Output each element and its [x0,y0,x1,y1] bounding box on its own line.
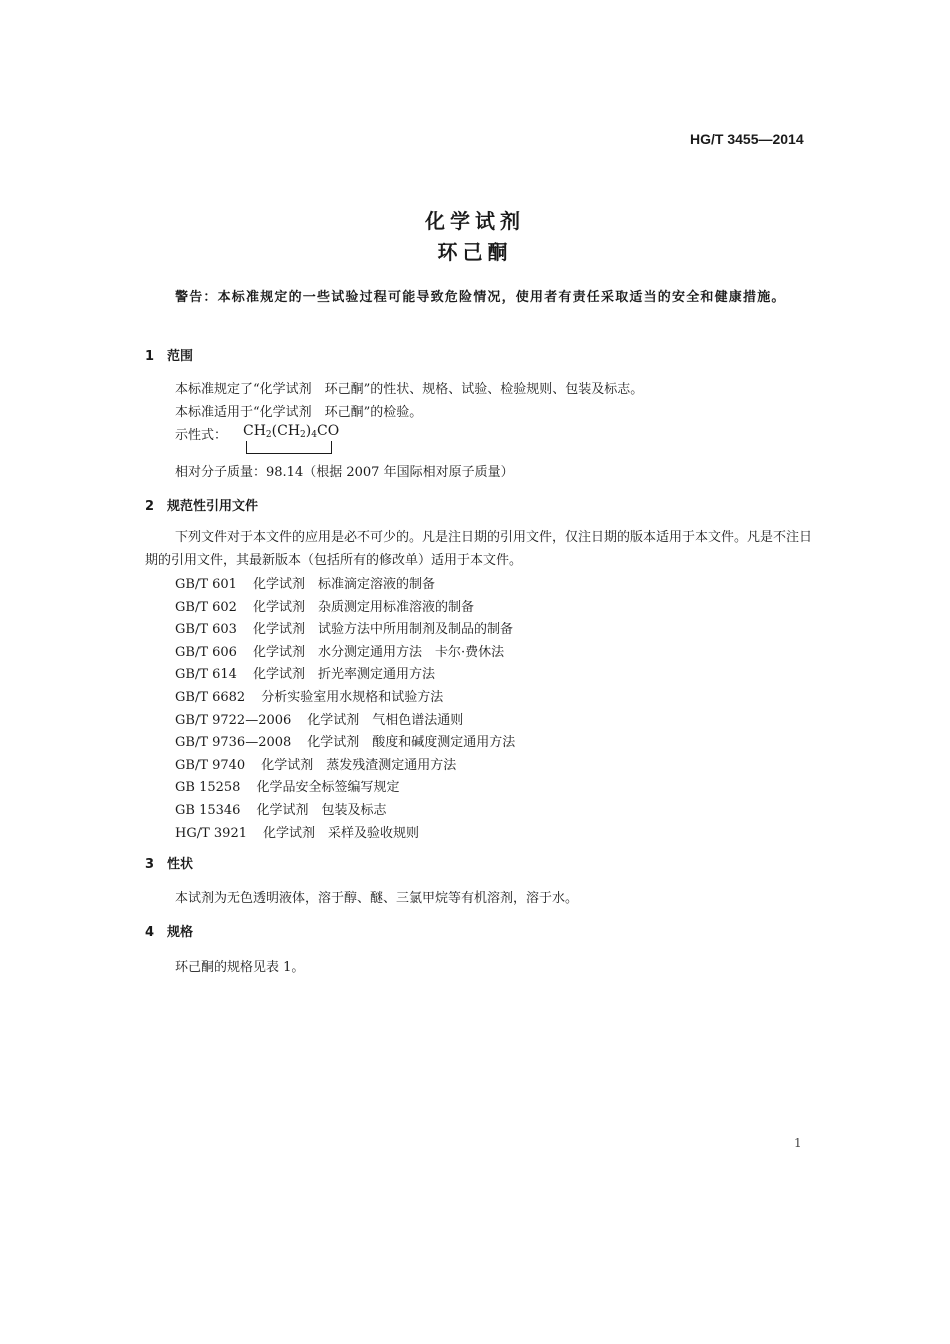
reference-title: 化学试剂 蒸发残渣测定通用方法 [261,757,457,773]
section-2-intro: 下列文件对于本文件的应用是必不可少的。凡是注日期的引用文件，仅注日期的版本适用于本文件。凡是不注日期的引用文件，其最新版本（包括所有的修改单）适用于本文件。 [145,530,813,568]
reference-code: GB/T 9722—2006 [175,712,292,728]
reference-title: 化学试剂 酸度和碱度测定通用方法 [307,735,516,751]
section-1-para-1: 本标准规定了“化学试剂 环己酮”的性状、规格、试验、检验规则、包装及标志。 [175,382,644,397]
warning-notice: 警告：本标准规定的一些试验过程可能导致危险情况，使用者有责任采取适当的安全和健康措施。 [175,290,786,305]
reference-title: 化学试剂 折光率测定通用方法 [252,667,435,683]
reference-title: 化学试剂 杂质测定用标准溶液的制备 [252,599,474,615]
reference-title: 分析实验室用水规格和试验方法 [261,690,444,705]
reference-item [175,776,399,795]
reference-item [175,731,515,750]
ring-bond-bracket [246,441,332,454]
document-title: 化学试剂 [425,209,525,233]
reference-item [175,822,419,841]
structural-formula [243,423,339,440]
reference-code: GB/T 601 [175,577,237,592]
reference-title: 化学试剂 标准滴定溶液的制备 [252,577,435,592]
reference-item [175,618,513,637]
section-number: 3 [145,857,155,872]
formula-subscript: 4 [311,430,317,440]
reference-code: GB 15258 [175,780,241,796]
reference-item [175,596,474,615]
reference-item [175,573,435,592]
reference-code: GB/T 614 [175,667,237,683]
section-title: 规范性引用文件 [167,499,259,514]
formula-part: CH [243,423,266,439]
section-title: 规格 [167,925,194,940]
formula-subscript: 2 [265,430,272,440]
reference-code: GB/T 602 [175,599,237,615]
reference-item [175,663,435,682]
section-2-heading [145,495,258,514]
reference-item [175,641,504,660]
formula-subscript: 2 [300,430,306,440]
formula-label: 示性式： [175,428,228,443]
reference-code: GB/T 606 [175,644,237,660]
reference-code: HG/T 3921 [175,825,247,841]
section-number: 4 [145,925,155,940]
reference-item [175,754,456,773]
formula-part: CO [316,423,340,439]
reference-title: 化学试剂 气相色谱法通则 [307,712,464,728]
molecular-mass: 相对分子质量：98.14（根据 2007 年国际相对原子质量） [175,465,514,480]
reference-code: GB/T 9736—2008 [175,735,292,751]
reference-title: 化学试剂 采样及验收规则 [263,825,420,841]
formula-part: (CH [271,423,301,439]
section-1-para-2: 本标准适用于“化学试剂 环己酮”的检验。 [175,405,423,420]
reference-code: GB/T 603 [175,622,237,638]
page-number: 1 [794,1136,802,1150]
section-title: 范围 [167,349,194,364]
reference-code: GB/T 6682 [175,690,246,705]
reference-code: GB/T 9740 [175,757,246,773]
standard-code: HG/T 3455—2014 [690,131,804,147]
section-title: 性状 [167,857,194,872]
reference-item [175,799,386,818]
section-number: 1 [145,349,155,364]
section-4-para-1: 环己酮的规格见表 1。 [175,960,305,975]
section-3-heading [145,853,193,872]
reference-title: 化学试剂 包装及标志 [256,803,387,818]
reference-item [175,709,463,728]
reference-title: 化学品安全标签编写规定 [256,780,400,796]
reference-title: 化学试剂 水分测定通用方法 卡尔·费休法 [252,644,505,660]
formula-part: ) [305,423,312,439]
section-4-heading [145,921,193,940]
section-1-heading [145,345,193,364]
section-3-para-1: 本试剂为无色透明液体，溶于醇、醚、三氯甲烷等有机溶剂，溶于水。 [175,891,579,906]
reference-title: 化学试剂 试验方法中所用制剂及制品的制备 [252,622,513,638]
document-subtitle: 环己酮 [437,240,513,264]
reference-code: GB 15346 [175,803,241,818]
reference-item [175,686,443,705]
section-number: 2 [145,499,155,514]
